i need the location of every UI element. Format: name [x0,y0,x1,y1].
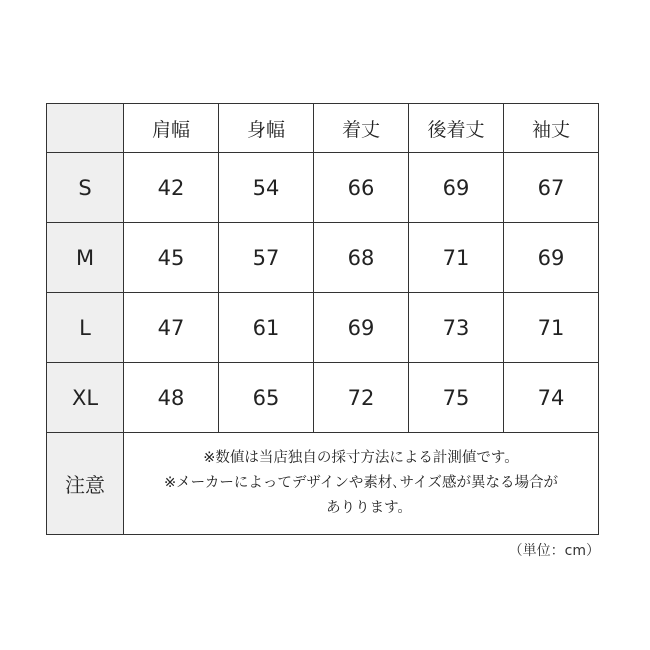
table-row [47,153,599,223]
note-text [124,433,599,535]
size-label: L [47,293,124,363]
table-cell: 48 [124,363,219,433]
size-chart-table [46,103,599,535]
table-cell: 71 [409,223,504,293]
header-shoulder-width: 肩幅 [124,104,219,153]
table-cell: 61 [219,293,314,363]
table-cell: 73 [409,293,504,363]
table-cell: 69 [314,293,409,363]
table-cell: 74 [504,363,599,433]
table-cell: 71 [504,293,599,363]
table-cell: 67 [504,153,599,223]
table-row [47,223,599,293]
table-row [47,363,599,433]
header-back-length: 後着丈 [409,104,504,153]
table-cell: 69 [409,153,504,223]
table-row [47,293,599,363]
table-cell: 57 [219,223,314,293]
table-cell: 75 [409,363,504,433]
size-label: XL [47,363,124,433]
corner-cell [47,104,124,153]
table-cell: 72 [314,363,409,433]
table-cell: 54 [219,153,314,223]
table-cell: 42 [124,153,219,223]
table-cell: 45 [124,223,219,293]
table-cell: 65 [219,363,314,433]
table-cell: 69 [504,223,599,293]
note-line: ※メーカーによってデザインや素材､サイズ感が異なる場合が [164,475,558,491]
header-body-width: 身幅 [219,104,314,153]
size-label: S [47,153,124,223]
header-length: 着丈 [314,104,409,153]
table-cell: 66 [314,153,409,223]
note-label: 注意 [47,433,124,535]
header-sleeve-length: 袖丈 [504,104,599,153]
note-line: ありります。 [326,500,412,516]
size-label: M [47,223,124,293]
header-row [47,104,599,153]
unit-label: （単位：cm） [508,543,600,559]
table-cell: 47 [124,293,219,363]
table-cell: 68 [314,223,409,293]
note-row [47,433,599,535]
note-line: ※数値は当店独自の採寸方法による計測値です。 [203,450,519,466]
